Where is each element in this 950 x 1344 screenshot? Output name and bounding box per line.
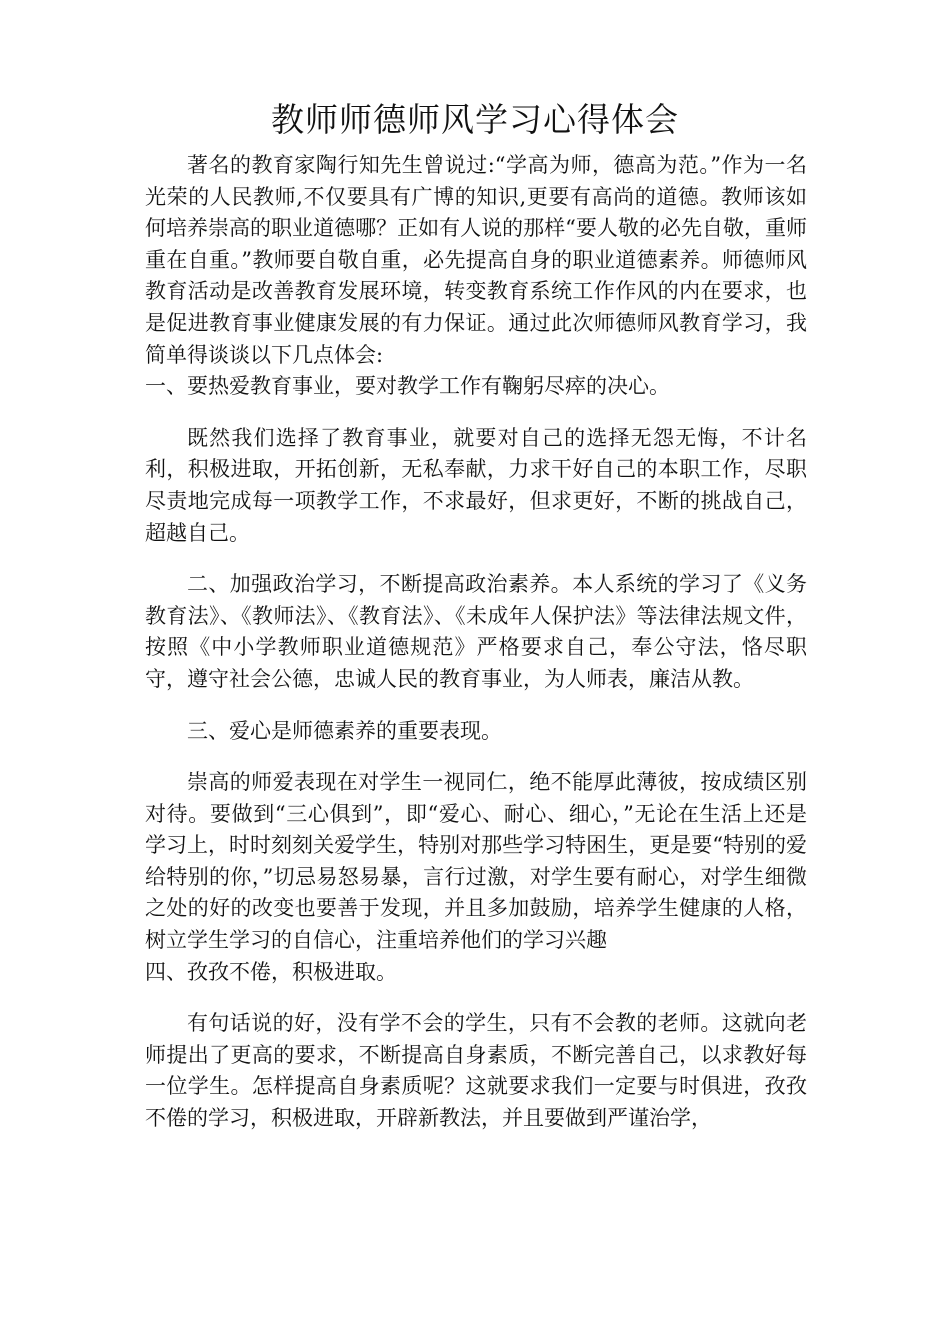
document-body	[145, 150, 807, 1135]
intro-paragraph: 著名的教育家陶行知先生曾说过:“学高为师，德高为范。”作为一名光荣的人民教师,不仅要具有广博的知识,更要有高尚的道德。教师该如何培养崇高的职业道德哪？正如有人说的那样“要人敬的必先自敬，重师重在自重。”教师要自敬自重，必先提高自身的职业道德素养。师德师风教育活动是改善教育发展环境，转变教育系统工作作风的内在要求，也是促进教育事业健康发展的有力保证。通过此次师德师风教育学习，我简单得谈谈以下几点体会:	[145, 153, 807, 367]
section-1-paragraph: 既然我们选择了教育事业，就要对自己的选择无怨无悔，不计名利，积极进取，开拓创新，无私奉献，力求干好自己的本职工作，尽职尽责地完成每一项教学工作，不求最好，但求更好，不断的挑战自己，超越自己。	[145, 425, 807, 545]
section-4-paragraph: 有句话说的好，没有学不会的学生，只有不会教的老师。这就向老师提出了更高的要求，不断提高自身素质，不断完善自己，以求教好每一位学生。怎样提高自身素质呢？这就要求我们一定要与时俱进，孜孜不倦的学习，积极进取，开辟新教法，并且要做到严谨治学，	[145, 1011, 807, 1131]
section-heading-3: 三、爱心是师德素养的重要表现。	[187, 718, 502, 743]
section-3-paragraph: 崇高的师爱表现在对学生一视同仁，绝不能厚此薄彼，按成绩区别对待。要做到“三心俱到”，即“爱心、耐心、细心，”无论在生活上还是学习上，时时刻刻关爱学生，特别对那些学习特困生，更是要“特别的爱给特别的你，”切忌易怒易暴，言行过激，对学生要有耐心，对学生细微之处的好的改变也要善于发现，并且多加鼓励，培养学生健康的人格，树立学生学习的自信心，注重培养他们的学习兴趣	[145, 770, 807, 953]
document-title: 教师师德师风学习心得体会	[271, 100, 679, 139]
section-heading-4: 四、孜孜不倦，积极进取。	[145, 959, 397, 984]
section-heading-1: 一、要热爱教育事业，要对教学工作有鞠躬尽瘁的决心。	[145, 374, 670, 399]
section-2-paragraph: 二、加强政治学习，不断提高政治素养。本人系统的学习了《义务教育法》、《教师法》、《教育法》、《未成年人保护法》等法律法规文件，按照《中小学教师职业道德规范》严格要求自己，奉公守法，恪尽职守，遵守社会公德，忠诚人民的教育事业，为人师表，廉洁从教。	[145, 572, 807, 691]
